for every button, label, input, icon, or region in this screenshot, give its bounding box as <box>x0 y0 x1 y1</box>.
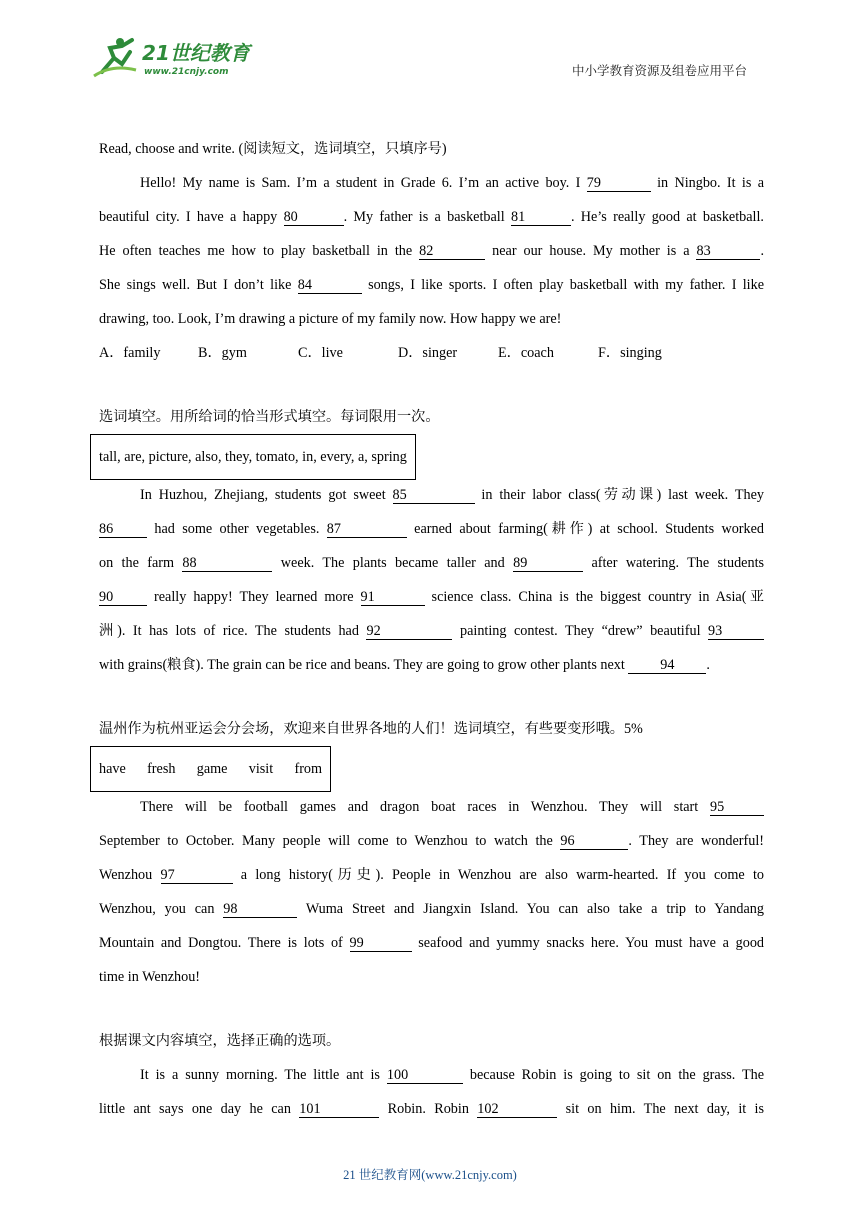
passage-line: with grains(粮食). The grain can be rice and beans. They are going to grow other plants next 94 . <box>99 657 710 673</box>
passage-line: Wenzhou 97 a long history(历史). People in Wenzhou are also warm-hearted. If you come to <box>99 867 764 883</box>
answer-blank[interactable]: 90 <box>99 589 147 606</box>
passage-line: 洲). It has lots of rice. The students had 92 painting contest. They “drew” beautiful 93 <box>99 614 764 648</box>
passage-line: little ant says one day he can 101 Robin. Robin 102 sit on him. The next day, it is <box>99 1101 765 1117</box>
svg-text:www.21cnjy.com: www.21cnjy.com <box>144 67 229 77</box>
section-4-title: 根据课文内容填空，选择正确的选项。 <box>99 1033 341 1049</box>
answer-blank[interactable]: 95 <box>710 799 764 816</box>
platform-name: 中小学教育资源及组卷应用平台 <box>572 63 748 78</box>
site-logo <box>92 34 262 78</box>
section-2-title: 选词填空。用所给词的恰当形式填空。每词限用一次。 <box>99 409 440 425</box>
option-item: F．singing <box>598 345 662 361</box>
passage-line: She sings well. But I don’t like 84 songs, I like sports. I often play basketball with my father. I like <box>99 277 765 293</box>
section-3-title: 温州作为杭州亚运会分会场，欢迎来自世界各地的人们！选词填空，有些要变形哦。5% <box>99 721 643 737</box>
answer-blank[interactable]: 84 <box>298 277 362 294</box>
option-item: E．coach <box>498 345 554 361</box>
section-1-title: Read, choose and write. (阅读短文，选词填空，只填序号) <box>99 141 447 157</box>
page-footer: 21 世纪教育网(www.21cnjy.com) <box>343 1168 517 1182</box>
answer-blank[interactable]: 89 <box>513 555 583 572</box>
word-item: visit <box>248 761 274 777</box>
word-item: game <box>196 761 228 777</box>
answer-blank[interactable]: 92 <box>366 623 452 640</box>
answer-blank[interactable]: 98 <box>223 901 297 918</box>
answer-blank[interactable]: 102 <box>477 1101 557 1118</box>
passage-line: time in Wenzhou! <box>99 969 201 985</box>
passage-line: It is a sunny morning. The little ant is 100 because Robin is going to sit on the grass. The <box>140 1067 765 1083</box>
answer-blank[interactable]: 93 <box>708 623 764 640</box>
passage-line: Wenzhou, you can 98 Wuma Street and Jiangxin Island. You can also take a trip to Yandang <box>99 901 764 917</box>
answer-blank[interactable]: 87 <box>327 521 407 538</box>
answer-blank[interactable]: 85 <box>393 487 475 504</box>
passage-line: Hello! My name is Sam. I’m a student in Grade 6. I’m an active boy. I 79 in Ningbo. It is a <box>140 175 765 191</box>
word-item: fresh <box>147 761 176 777</box>
passage-line: September to October. Many people will come to Wenzhou to watch the 96 . They are wonderful! <box>99 833 764 849</box>
passage-line: There will be football games and dragon boat races in Wenzhou. They will start 95 <box>99 790 764 824</box>
answer-blank[interactable]: 99 <box>350 935 412 952</box>
word-box-row <box>99 434 764 478</box>
answer-blank[interactable]: 81 <box>511 209 571 226</box>
passage-line: He often teaches me how to play basketball in the 82 near our house. My mother is a 83 . <box>99 243 765 259</box>
answer-blank[interactable]: 101 <box>299 1101 379 1118</box>
answer-blank[interactable]: 94 <box>628 657 706 674</box>
answer-blank[interactable]: 82 <box>419 243 485 260</box>
option-item: D．singer <box>398 345 458 361</box>
answer-blank[interactable]: 86 <box>99 521 147 538</box>
passage-line: 86 had some other vegetables. 87 earned about farming(耕作) at school. Students worked <box>99 521 765 537</box>
svg-text:21世纪教育: 21世纪教育 <box>142 41 250 65</box>
passage-line: drawing, too. Look, I’m drawing a picture of my family now. How happy we are! <box>99 311 562 327</box>
word-bank: tall, are, picture, also, they, tomato, in, every, a, spring <box>90 434 416 480</box>
answer-blank[interactable]: 96 <box>560 833 628 850</box>
answer-blank[interactable]: 100 <box>387 1067 463 1084</box>
answer-blank[interactable]: 91 <box>361 589 425 606</box>
passage-line: In Huzhou, Zhejiang, students got sweet 85 in their labor class(劳动课) last week. They <box>140 487 764 503</box>
word-item: have <box>99 761 126 777</box>
option-item: A．family <box>99 345 161 361</box>
answer-blank[interactable]: 88 <box>182 555 272 572</box>
passage-line: 90 really happy! They learned more 91 science class. China is the biggest country in Asia(亚 <box>99 589 765 605</box>
answer-blank[interactable]: 79 <box>587 175 651 192</box>
answer-blank[interactable]: 80 <box>284 209 344 226</box>
option-list <box>99 336 764 370</box>
passage-line: on the farm 88 week. The plants became taller and 89 after watering. The students <box>99 555 765 571</box>
passage-line: beautiful city. I have a happy 80 . My father is a basketball 81 . He’s really good at basketball. <box>99 209 764 225</box>
word-box-row <box>99 746 764 790</box>
option-item: C．live <box>298 345 343 361</box>
runner-logo-icon <box>92 34 262 78</box>
answer-blank[interactable]: 97 <box>161 867 233 884</box>
answer-blank[interactable]: 83 <box>696 243 760 260</box>
option-item: B．gym <box>198 345 247 361</box>
word-bank <box>90 746 331 792</box>
word-item: from <box>294 761 323 777</box>
worksheet-content <box>99 132 764 1126</box>
passage-line: Mountain and Dongtou. There is lots of 99 seafood and yummy snacks here. You must have a good <box>99 935 765 951</box>
